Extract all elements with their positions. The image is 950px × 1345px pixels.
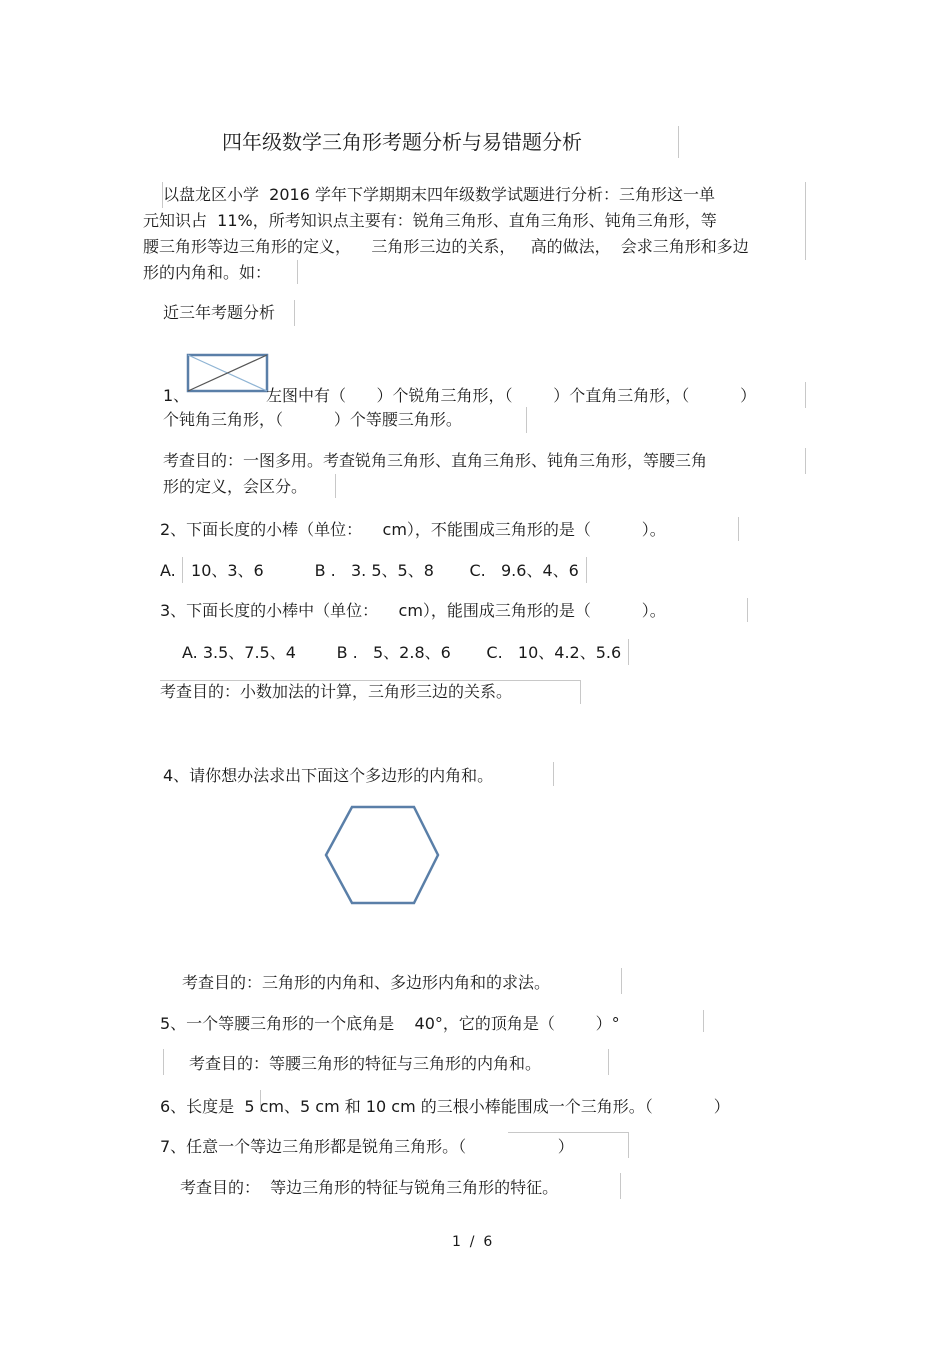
question-1-line-1: 左图中有（ ）个锐角三角形，（ ）个直角三角形，（ ） — [266, 386, 757, 405]
section-heading: 近三年考题分析 — [163, 303, 276, 322]
question-3-stem: 3、下面长度的小棒中（单位： cm），能围成三角形的是（ ）。 — [160, 601, 666, 620]
intro-line-3: 腰三角形等边三角形的定义， 三角形三边的关系， 高的做法， 会求三角形和多边 — [143, 237, 749, 256]
question-6-stem: 6、长度是 5 cm、5 cm 和 10 cm 的三根小棒能围成一个三角形。（ ） — [160, 1097, 730, 1116]
text-frame-edge — [620, 1173, 621, 1199]
text-frame-edge — [294, 300, 295, 326]
text-frame-edge — [805, 448, 806, 474]
question-7-aim: 考查目的： 等边三角形的特征与锐角三角形的特征。 — [180, 1178, 559, 1197]
question-3-aim: 考查目的：小数加法的计算，三角形三边的关系。 — [160, 682, 513, 701]
text-frame-edge — [628, 639, 629, 665]
text-frame-edge — [508, 1132, 628, 1133]
question-1-number: 1、 — [163, 386, 190, 405]
text-frame-edge — [182, 557, 183, 583]
document-title: 四年级数学三角形考题分析与易错题分析 — [222, 130, 582, 154]
text-frame-edge — [628, 1132, 629, 1158]
intro-line-2: 元知识占 11%，所考知识点主要有：锐角三角形、直角三角形、钝角三角形，等 — [143, 211, 717, 230]
rectangle-diagonals-figure — [186, 353, 270, 395]
question-4-stem: 4、请你想办法求出下面这个多边形的内角和。 — [163, 766, 494, 785]
text-frame-edge — [621, 968, 622, 994]
question-1-aim-line-1: 考查目的：一图多用。考查锐角三角形、直角三角形、钝角三角形，等腰三角 — [163, 451, 708, 470]
text-frame-edge — [297, 260, 298, 284]
text-frame-edge — [580, 680, 581, 704]
question-1-aim-line-2: 形的定义，会区分。 — [163, 477, 308, 496]
hexagon-figure — [322, 804, 442, 906]
page-number: 1 / 6 — [452, 1234, 493, 1250]
question-2-stem: 2、下面长度的小棒（单位： cm），不能围成三角形的是（ ）。 — [160, 520, 666, 539]
text-frame-edge — [163, 1049, 164, 1075]
text-frame-edge — [608, 1049, 609, 1075]
question-2-options: A. 10、3、6 B . 3. 5、5、8 C. 9.6、4、6 — [160, 561, 579, 580]
text-frame-edge — [738, 517, 739, 541]
text-frame-edge — [553, 762, 554, 786]
text-frame-edge — [526, 407, 527, 433]
text-frame-edge — [335, 474, 336, 498]
text-frame-edge — [747, 598, 748, 622]
text-frame-edge — [703, 1010, 704, 1032]
text-frame-edge — [586, 557, 587, 583]
text-frame-edge — [162, 182, 163, 208]
text-frame-edge — [678, 126, 679, 158]
text-frame-edge — [805, 182, 806, 260]
question-4-aim: 考查目的：三角形的内角和、多边形内角和的求法。 — [182, 973, 551, 992]
text-frame-edge — [805, 382, 806, 408]
intro-line-4: 形的内角和。如： — [143, 263, 272, 282]
question-7-stem: 7、任意一个等边三角形都是锐角三角形。（ ） — [160, 1137, 574, 1156]
text-frame-edge — [260, 1090, 261, 1112]
text-frame-edge — [160, 680, 580, 681]
question-5-stem: 5、一个等腰三角形的一个底角是 40°，它的顶角是（ ）° — [160, 1014, 620, 1033]
question-1-line-2: 个钝角三角形，（ ）个等腰三角形。 — [163, 410, 462, 429]
question-3-options: A. 3.5、7.5、4 B . 5、2.8、6 C. 10、4.2、5.6 — [182, 643, 622, 662]
hexagon-outline — [326, 807, 438, 903]
intro-line-1: 以盘龙区小学 2016 学年下学期期末四年级数学试题进行分析：三角形这一单 — [163, 185, 715, 204]
question-5-aim: 考查目的：等腰三角形的特征与三角形的内角和。 — [189, 1054, 542, 1073]
